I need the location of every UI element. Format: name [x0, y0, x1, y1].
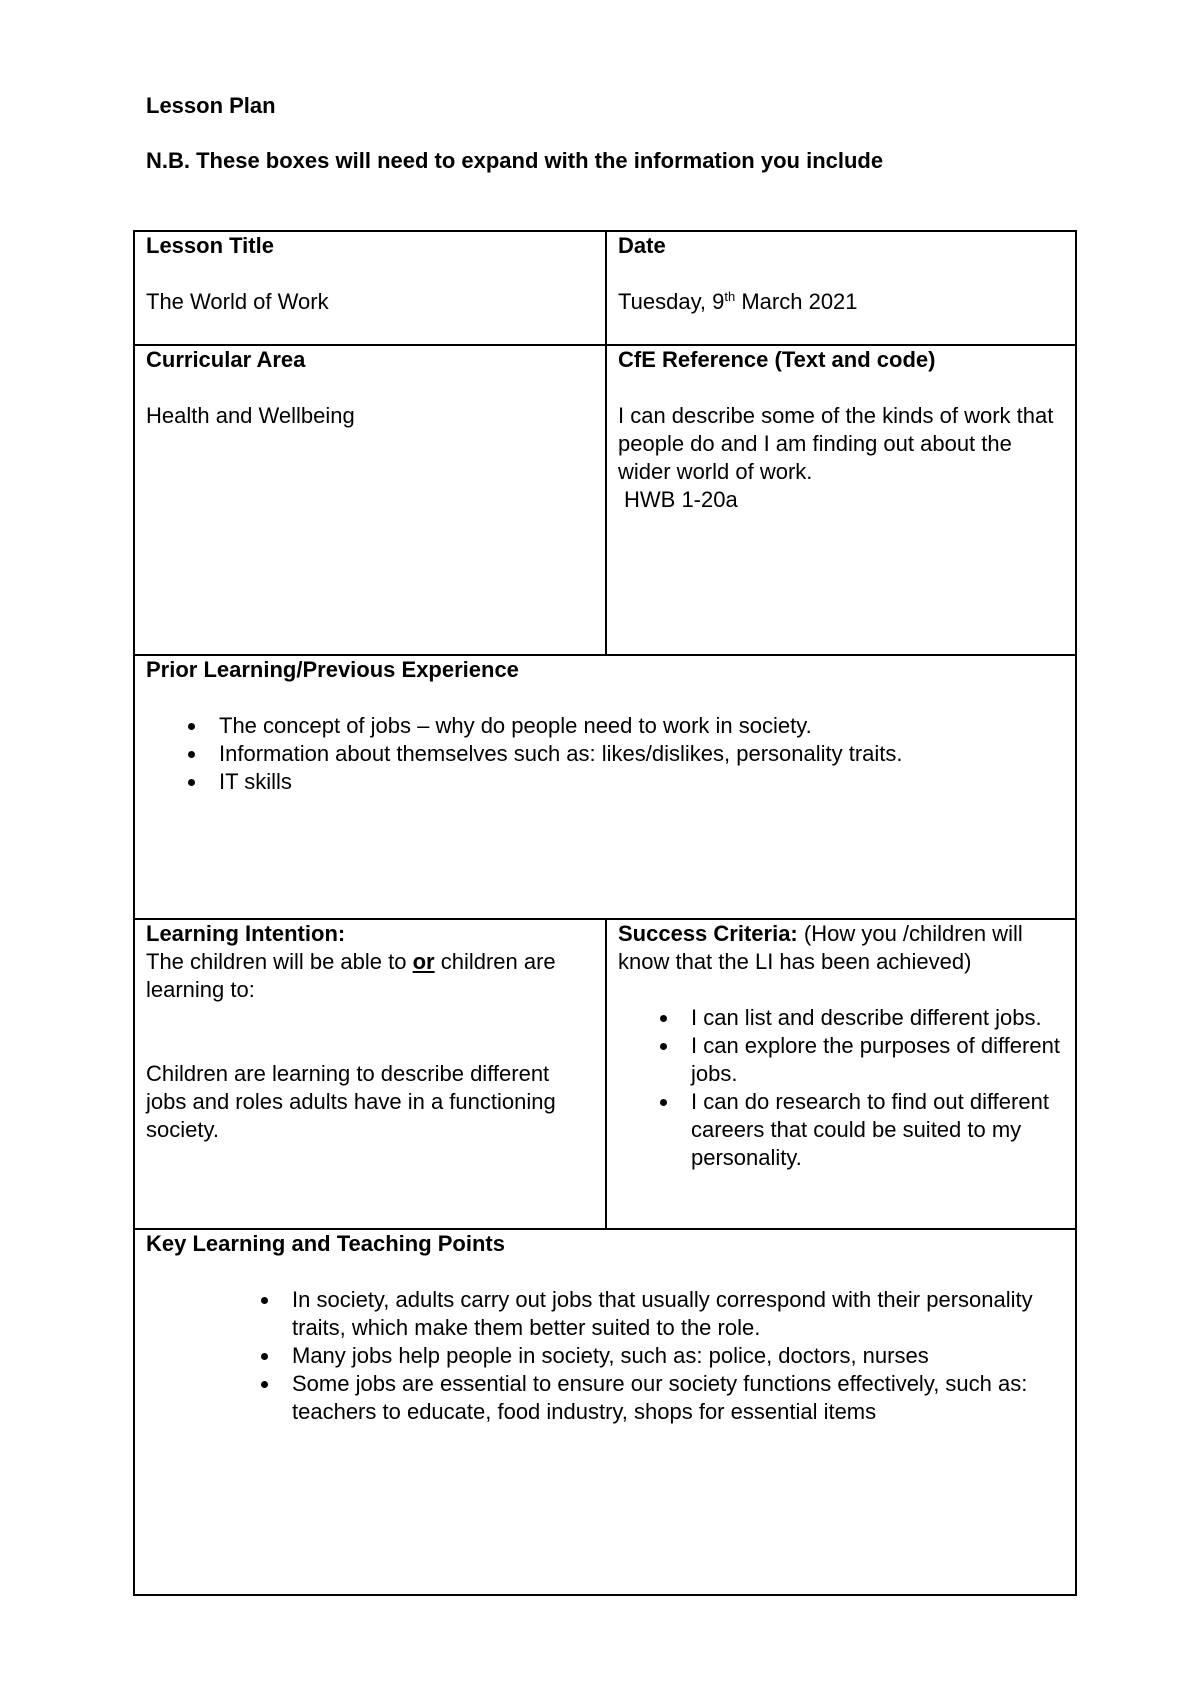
curricular-area-label: Curricular Area	[146, 347, 306, 372]
cfe-reference-label: CfE Reference (Text and code)	[618, 347, 936, 372]
list-item: I can explore the purposes of different jobs.	[691, 1032, 1065, 1088]
document-title: Lesson Plan	[146, 93, 276, 118]
success-criteria-heading	[618, 920, 1065, 976]
date-label: Date	[618, 233, 666, 258]
row-key-points	[134, 1229, 1076, 1595]
date-value	[618, 288, 1065, 316]
learning-intention-label: Learning Intention:	[146, 921, 346, 946]
date-day: Tuesday, 9	[618, 289, 725, 314]
cfe-reference-text: I can describe some of the kinds of work that people do and I am finding out about the wider world of work.	[618, 403, 1054, 484]
list-item: I can list and describe different jobs.	[691, 1004, 1065, 1032]
cell-cfe-reference	[606, 345, 1076, 655]
cell-lesson-title	[134, 231, 606, 345]
intro-or: or	[412, 949, 435, 974]
list-item: IT skills	[219, 768, 1065, 796]
learning-intention-intro	[146, 948, 595, 1004]
list-item: I can do research to find out different careers that could be suited to my personality.	[691, 1088, 1065, 1172]
date-rest: March 2021	[735, 289, 858, 314]
prior-learning-list	[146, 712, 1065, 796]
lesson-title-label: Lesson Title	[146, 233, 274, 258]
list-item: Many jobs help people in society, such as: police, doctors, nurses	[292, 1342, 1065, 1370]
date-suffix: th	[724, 289, 736, 304]
document-note: N.B. These boxes will need to expand with the information you include	[146, 148, 884, 173]
key-points-label: Key Learning and Teaching Points	[146, 1231, 505, 1256]
lesson-title-value: The World of Work	[146, 289, 329, 314]
learning-intention-text: Children are learning to describe different jobs and roles adults have in a functioning society.	[146, 1061, 556, 1142]
row-intention-criteria	[134, 919, 1076, 1229]
success-criteria-label: Success Criteria:	[618, 921, 798, 946]
prior-learning-label: Prior Learning/Previous Experience	[146, 657, 519, 682]
list-item: Information about themselves such as: likes/dislikes, personality traits.	[219, 740, 1065, 768]
cell-learning-intention	[134, 919, 606, 1229]
cell-curricular-area	[134, 345, 606, 655]
cell-key-points	[134, 1229, 1076, 1595]
cell-prior-learning	[134, 655, 1076, 919]
intro-start: The children will be able to	[146, 949, 413, 974]
lesson-plan-table	[133, 230, 1077, 1596]
curricular-area-value: Health and Wellbeing	[146, 403, 355, 428]
success-criteria-sub: (How you /children will know that the LI has been achieved)	[618, 921, 1023, 974]
cfe-reference-code: HWB 1-20a	[624, 487, 738, 512]
intro-end: children are learning to:	[146, 949, 556, 1002]
success-criteria-list	[618, 1004, 1065, 1172]
row-prior-learning	[134, 655, 1076, 919]
list-item: Some jobs are essential to ensure our society functions effectively, such as: teachers to educate, food industry, shops for essential items	[292, 1370, 1065, 1426]
cell-success-criteria	[606, 919, 1076, 1229]
list-item: The concept of jobs – why do people need to work in society.	[219, 712, 1065, 740]
key-points-list	[146, 1286, 1065, 1426]
list-item: In society, adults carry out jobs that usually correspond with their personality traits, which make them better suited to the role.	[292, 1286, 1065, 1342]
row-area-cfe	[134, 345, 1076, 655]
cell-date	[606, 231, 1076, 345]
row-title-date	[134, 231, 1076, 345]
